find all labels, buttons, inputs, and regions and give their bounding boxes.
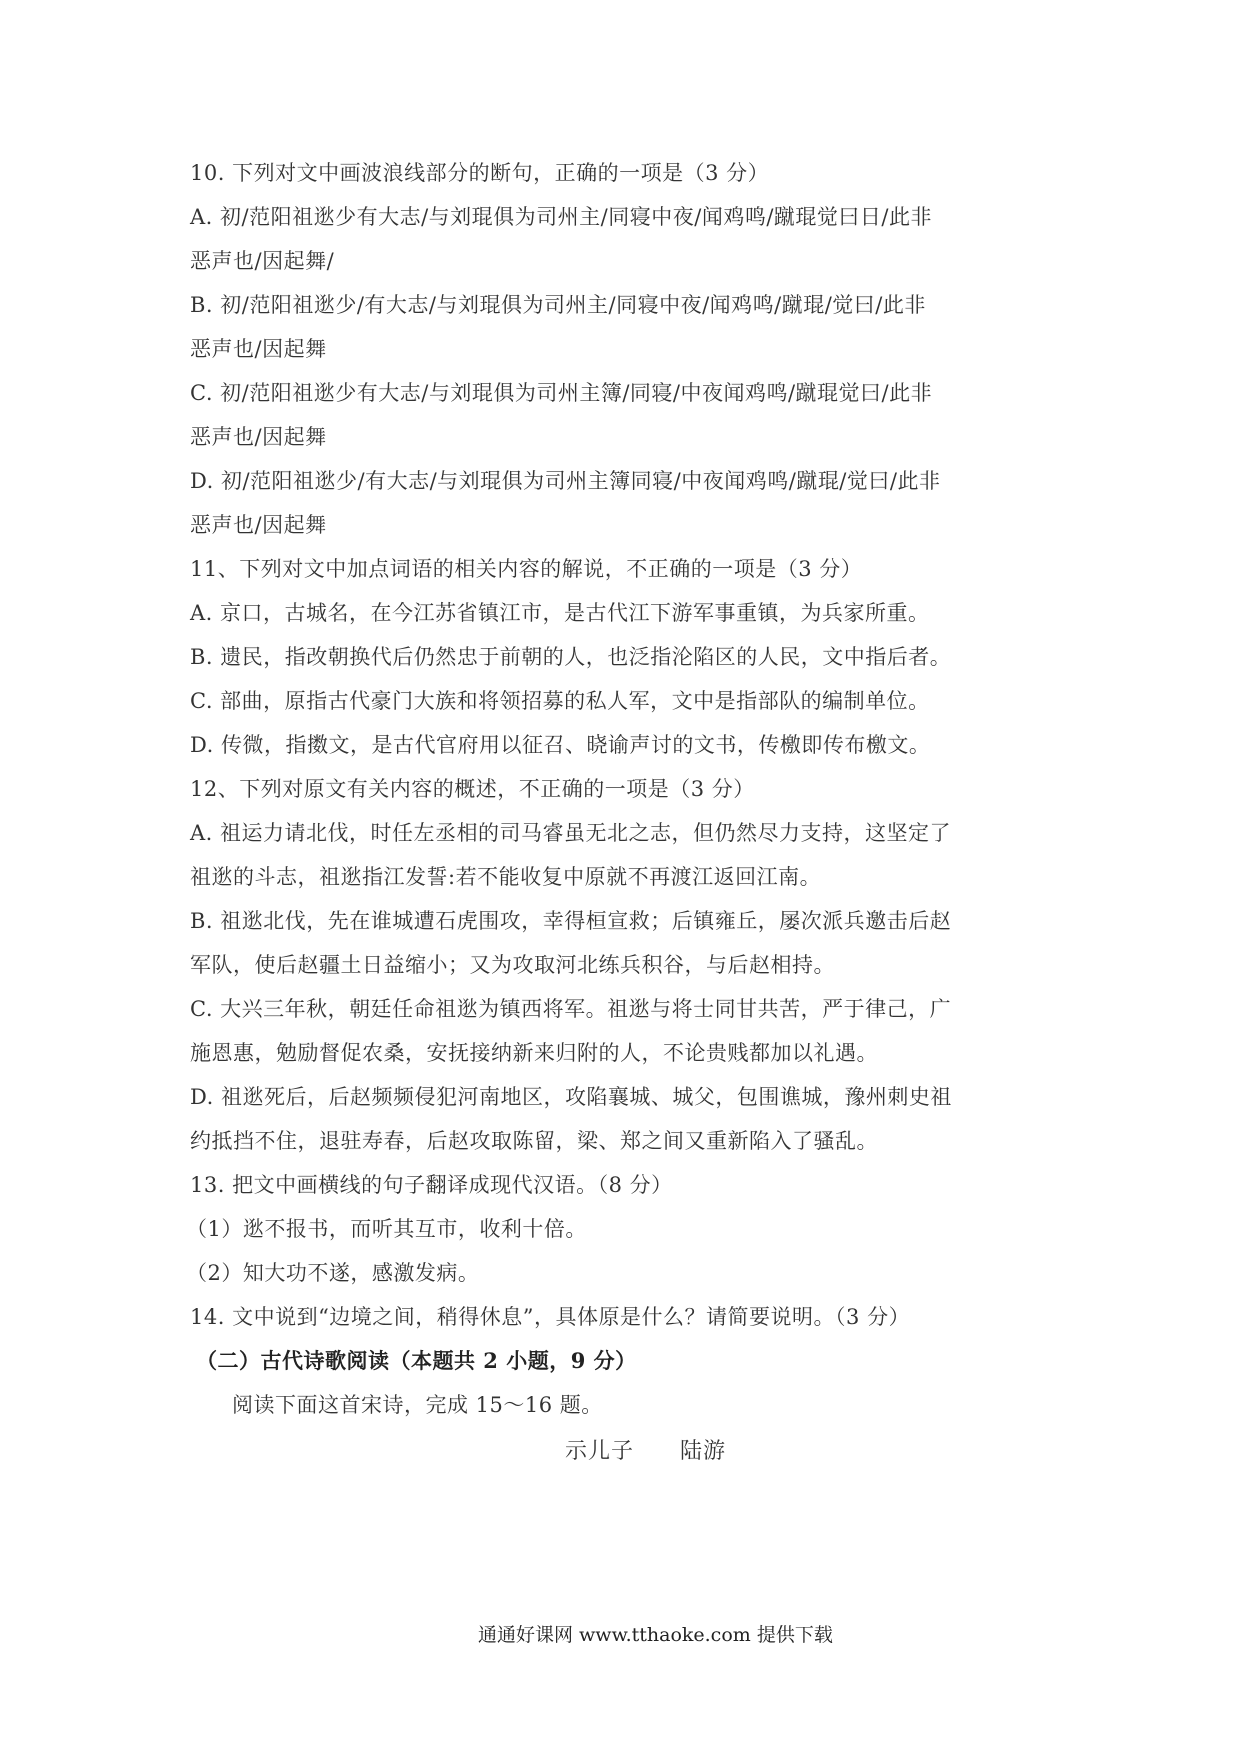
q11-stem: 11、下列对文中加点词语的相关内容的解说，不正确的一项是（3 分）	[190, 557, 863, 581]
q12-option-c-line2: 施恩惠，勉励督促农桑，安抚接纳新来归附的人，不论贵贱都加以礼遇。	[190, 1041, 878, 1065]
poem-title: 示儿子 陆游	[565, 1439, 727, 1464]
q14-stem: 14. 文中说到“边境之间，稍得休息”，具体原是什么？请简要说明。（3 分）	[190, 1305, 911, 1329]
q10-option-c-line1: C. 初/范阳祖逖少有大志/与刘琨俱为司州主簿/同寝/中夜闻鸡鸣/蹴琨觉曰/此非	[190, 381, 933, 405]
q10-option-b-line1: B. 初/范阳祖逖少/有大志/与刘琨俱为司州主/同寝中夜/闻鸡鸣/蹴琨/觉曰/此非	[190, 293, 926, 317]
q11-option-a: A. 京口，古城名，在今江苏省镇江市，是古代江下游军事重镇，为兵家所重。	[190, 601, 930, 625]
q10-option-d-line2: 恶声也/因起舞	[190, 513, 327, 537]
q10-option-b-line2: 恶声也/因起舞	[190, 337, 327, 361]
q12-option-a-line1: A. 祖运力请北伐，时任左丞相的司马睿虽无北之志，但仍然尽力支持，这坚定了	[190, 821, 952, 845]
section-intro: 阅读下面这首宋诗，完成 15～16 题。	[232, 1393, 603, 1417]
q12-option-d-line1: D. 祖逖死后，后赵频频侵犯河南地区，攻陷襄城、城父，包围谯城，豫州刺史祖	[190, 1085, 952, 1109]
q12-option-d-line2: 约抵挡不住，退驻寿春，后赵攻取陈留，梁、郑之间又重新陷入了骚乱。	[190, 1129, 878, 1153]
q12-option-a-line2: 祖逖的斗志，祖逖指江发誓:若不能收复中原就不再渡江返回江南。	[190, 865, 822, 889]
q10-option-c-line2: 恶声也/因起舞	[190, 425, 327, 449]
q11-option-d: D. 传微，指擞文，是古代官府用以征召、晓谕声讨的文书，传檄即传布檄文。	[190, 733, 931, 757]
q11-option-b: B. 遗民，指改朝换代后仍然忠于前朝的人，也泛指沦陷区的人民，文中指后者。	[190, 645, 952, 669]
q12-option-b-line2: 军队，使后赵疆土日益缩小；又为攻取河北练兵积谷，与后赵相持。	[190, 953, 835, 977]
q13-stem: 13. 把文中画横线的句子翻译成现代汉语。（8 分）	[190, 1173, 673, 1197]
q10-option-d-line1: D. 初/范阳祖逖少/有大志/与刘琨俱为司州主簿同寝/中夜闻鸡鸣/蹴琨/觉曰/此非	[190, 469, 941, 493]
q10-option-a-line2: 恶声也/因起舞/	[190, 249, 335, 273]
q12-stem: 12、下列对原文有关内容的概述，不正确的一项是（3 分）	[190, 777, 755, 801]
footer-credit: 通通好课网 www.tthaoke.com 提供下载	[478, 1624, 833, 1646]
q13-sentence-1: （1）逖不报书，而听其互市，收利十倍。	[186, 1217, 587, 1241]
q10-stem: 10. 下列对文中画波浪线部分的断句，正确的一项是（3 分）	[190, 161, 770, 185]
q10-option-a-line1: A. 初/范阳祖逖少有大志/与刘琨俱为司州主/同寝中夜/闻鸡鸣/蹴琨觉曰日/此非	[190, 205, 932, 229]
section-heading: （二）古代诗歌阅读（本题共 2 小题，9 分）	[196, 1348, 637, 1373]
q12-option-c-line1: C. 大兴三年秋，朝廷任命祖逖为镇西将军。祖逖与将士同甘共苦，严于律己，广	[190, 997, 952, 1021]
q13-sentence-2: （2）知大功不遂，感激发病。	[186, 1261, 480, 1285]
q12-option-b-line1: B. 祖逖北伐，先在谁城遭石虎围攻，幸得桓宣救；后镇雍丘，屡次派兵邀击后赵	[190, 909, 952, 933]
q11-option-c: C. 部曲，原指古代豪门大族和将领招募的私人军，文中是指部队的编制单位。	[190, 689, 930, 713]
